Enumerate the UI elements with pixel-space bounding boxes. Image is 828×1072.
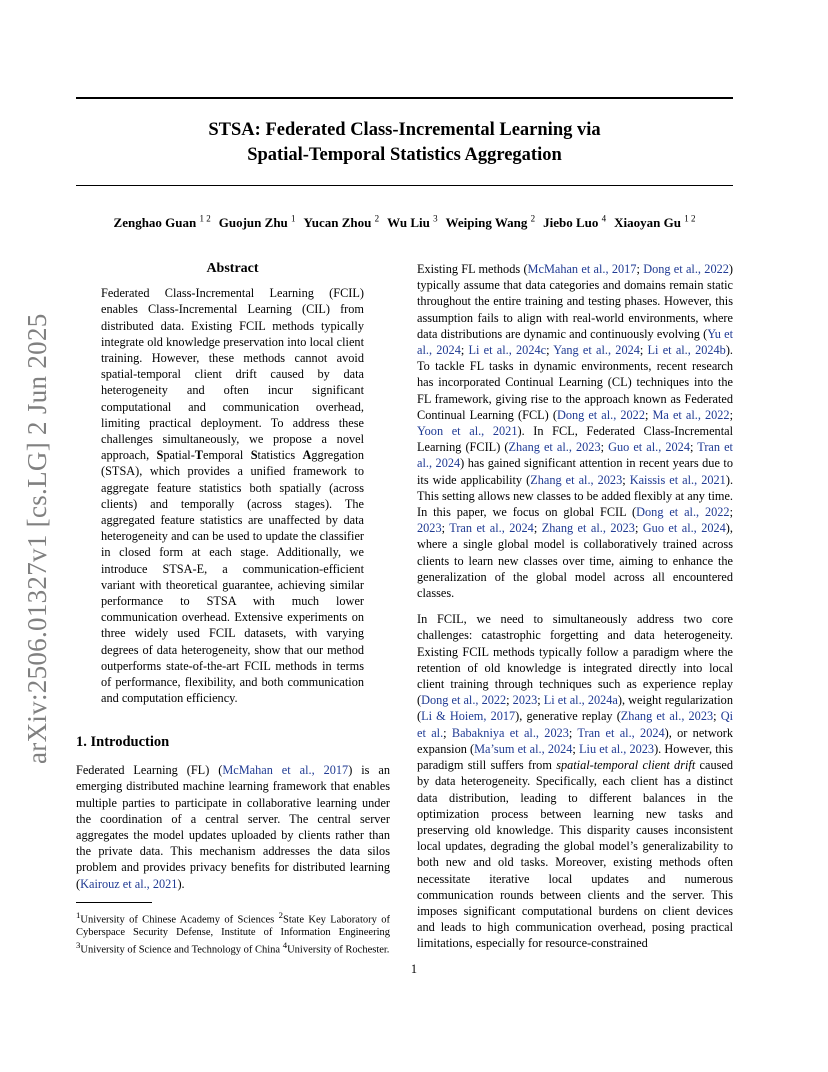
bold-text: T: [194, 448, 203, 463]
introduction-section: [76, 734, 390, 957]
author-name: Zenghao Guan $^{1 2}$: [113, 214, 211, 231]
abstract-section: [101, 261, 364, 706]
title-line-1: STSA: Federated Class-Incremental Learning via: [208, 120, 601, 140]
citation-link[interactable]: 2023: [417, 521, 442, 536]
citation-link[interactable]: McMahan et al., 2017: [222, 763, 349, 778]
paragraph-existing-fl: Existing FL methods (McMahan et al., 2017; Dong et al., 2022) typically assume that data categories and domains remain static throughout the entire training and testing phases. However, this assumption fails to align with real-world environments, where data distributions are dynamic and continuously evolving (Yu et al., 2024; Li et al., 2024c; Yang et al., 2024; Li et al., 2024b). To tackle FL tasks in dynamic environments, recent research has incorporated Continual Learning (CL) techniques into the FL framework, giving rise to the approach known as Federated Continual Learning (FCL) (Dong et al., 2022; Ma et al., 2022; Yoon et al., 2021). In FCL, Federated Class-Incremental Learning (FCIL) (Zhang et al., 2023; Guo et al., 2024; Tran et al., 2024) has gained significant attention in recent years due to its wide applicability (Zhang et al., 2023; Kaissis et al., 2021). This setting allows new classes to be added flexibly at any time. In this paper, we focus on global FCIL (Dong et al., 2022; 2023; Tran et al., 2024; Zhang et al., 2023; Guo et al., 2024), where a single global model is collaboratively trained across clients to learn new classes over time, aiming to enhance the generalization of the global model across all encountered classes.: [417, 262, 734, 601]
bold-text: S: [250, 448, 258, 463]
citation-link[interactable]: Dong et al., 2022: [643, 262, 729, 276]
author-list: [76, 214, 733, 231]
citation-link[interactable]: Babakniya et al., 2023: [451, 725, 569, 740]
author-affiliation: 4: [601, 214, 607, 224]
citation-link[interactable]: 2023: [512, 693, 538, 708]
author-name: Weiping Wang $^2$: [445, 214, 536, 231]
author-name: Yucan Zhou $^2$: [303, 214, 380, 231]
citation-link[interactable]: Dong et al., 2022: [421, 693, 507, 708]
author-name: Guojun Zhu $^1$: [218, 214, 296, 231]
footnote-marker: 4: [282, 940, 288, 951]
author-affiliation: 1: [291, 214, 296, 224]
page-number: 1: [410, 962, 418, 976]
citation-link[interactable]: Yu et al., 2024: [417, 326, 733, 358]
abstract-text: Federated Class-Incremental Learning (FCIL) enables Class-Incremental Learning (CIL) from distributed data. Existing FCIL methods typically integrate old knowledge preservation into local client training. However, these methods cannot avoid spatial-temporal client drift caused by data heterogeneity and often incur significant computational and communication overhead, limiting practical deployment. To address these challenges simultaneously, we propose a novel approach, Spatial-Temporal Statistics Aggregation (STSA), which provides a unified framework to aggregate feature statistics both spatially (across clients) and temporally (across stages). The aggregated feature statistics are unaffected by data heterogeneity and can be used to update the classifier in closed form at each stage. Additionally, we introduce STSA-E, a communication-efficient variant with theoretical guarantee, achieving similar performance to STSA with much lower communication overhead. Extensive experiments on three widely used FCIL datasets, with varying degrees of data heterogeneity, show that our method outperforms state-of-the-art FCIL methods in terms of performance, flexibility, and both communication and computation efficiency.: [101, 286, 364, 706]
citation-link[interactable]: Li & Hoiem, 2017: [421, 709, 516, 724]
author-affiliation: 1 2: [684, 214, 696, 224]
title-line-2: Spatial-Temporal Statistics Aggregation: [247, 145, 562, 165]
citation-link[interactable]: Zhang et al., 2023: [620, 709, 714, 724]
author-affiliation: 3: [433, 214, 438, 224]
citation-link[interactable]: Zhang et al., 2023: [541, 521, 635, 536]
citation-link[interactable]: Ma’sum et al., 2024: [474, 741, 573, 756]
bold-text: A: [302, 448, 312, 463]
title-rule-top: [76, 97, 733, 99]
footnote-marker: 1: [76, 909, 81, 920]
bold-text: S: [156, 448, 164, 463]
citation-link[interactable]: Zhang et al., 2023: [508, 440, 601, 455]
author-name: Jiebo Luo $^4$: [543, 214, 607, 231]
footnote-rule: [76, 902, 152, 903]
citation-link[interactable]: Li et al., 2024a: [543, 693, 618, 708]
abstract-heading: Abstract: [206, 261, 259, 276]
paper-title: [76, 118, 733, 168]
citation-link[interactable]: Tran et al., 2024: [449, 521, 534, 536]
citation-link[interactable]: Dong et al., 2022: [636, 505, 730, 520]
paragraph-fcil-challenges: In FCIL, we need to simultaneously address two core challenges: catastrophic forgetting and data heterogeneity. Existing FCIL methods typically follow a paradigm where the retention of old knowledge is integrated directly into local client training through techniques such as experience replay (Dong et al., 2022; 2023; Li et al., 2024a), weight regularization (Li & Hoiem, 2017), generative replay (Zhang et al., 2023; Qi et al.; Babakniya et al., 2023; Tran et al., 2024), or network expansion (Ma’sum et al., 2024; Liu et al., 2023). However, this paradigm still suffers from spatial-temporal client drift caused by data heterogeneity. Specifically, each client has a distinct data distribution, leading to different balances in the optimization process between learning new tasks and preserving old knowledge. This disparity causes inconsistent local updates, degrading the global model’s generalizability to both new and old tasks. Moreover, existing methods often necessitate iterative local updates and numerous communication rounds between clients and the server. This imposes significant computational burdens on client devices and leads to high communication overhead, posing practical limitations, especially for resource-constrained: [417, 612, 733, 951]
citation-link[interactable]: Ma et al., 2022: [652, 407, 730, 422]
citation-link[interactable]: Guo et al., 2024: [642, 521, 726, 536]
italic-text: spatial-temporal client drift: [556, 758, 696, 773]
author-affiliation: 1 2: [199, 214, 211, 224]
citation-link[interactable]: Dong et al., 2022: [556, 407, 645, 422]
citation-link[interactable]: Kaissis et al., 2021: [629, 472, 726, 487]
citation-link[interactable]: McMahan et al., 2017: [527, 262, 637, 276]
citation-link[interactable]: Liu et al., 2023: [579, 741, 655, 756]
citation-link[interactable]: Li et al., 2024b: [647, 343, 726, 358]
section-heading-introduction: 1. Introduction: [76, 734, 170, 750]
affiliations-footnote: $^1$University of Chinese Academy of Sciences $^2$State Key Laboratory of Cyberspace Security Defense, Institute of Information Engineering $^3$University of Science and Technology of China $^4$University of Rochester.: [76, 909, 390, 956]
citation-link[interactable]: Kairouz et al., 2021: [80, 876, 178, 891]
author-name: Xiaoyan Gu $^{1 2}$: [614, 214, 696, 231]
citation-link[interactable]: Qi et al.: [417, 709, 733, 740]
right-column: [417, 261, 733, 962]
title-rule-bottom: [76, 185, 733, 186]
citation-link[interactable]: Tran et al., 2024: [417, 440, 733, 471]
footnote-marker: 3: [76, 940, 81, 951]
citation-link[interactable]: Guo et al., 2024: [608, 440, 690, 455]
intro-paragraph: Federated Learning (FL) (McMahan et al., 2017) is an emerging distributed machine learning framework that enables multiple parties to participate in collaborative learning under the coordination of a central server. The central server aggregates the model updates uploaded by clients rather than the private data. This mechanism addresses the data silos problem and provides privacy benefits for distributed learning (Kairouz et al., 2021).: [76, 763, 390, 891]
footnote-marker: 2: [278, 909, 283, 920]
citation-link[interactable]: Tran et al., 2024: [577, 725, 665, 740]
citation-link[interactable]: Zhang et al., 2023: [530, 472, 623, 487]
citation-link[interactable]: Li et al., 2024c: [468, 343, 547, 358]
arxiv-stamp: arXiv:2506.01327v1 [cs.LG] 2 Jun 2025: [22, 313, 52, 764]
citation-link[interactable]: Yang et al., 2024: [553, 343, 640, 358]
citation-link[interactable]: Yoon et al., 2021: [417, 424, 518, 439]
author-affiliation: 2: [530, 214, 536, 224]
author-affiliation: 2: [374, 214, 380, 224]
author-name: Wu Liu $^3$: [387, 214, 438, 231]
